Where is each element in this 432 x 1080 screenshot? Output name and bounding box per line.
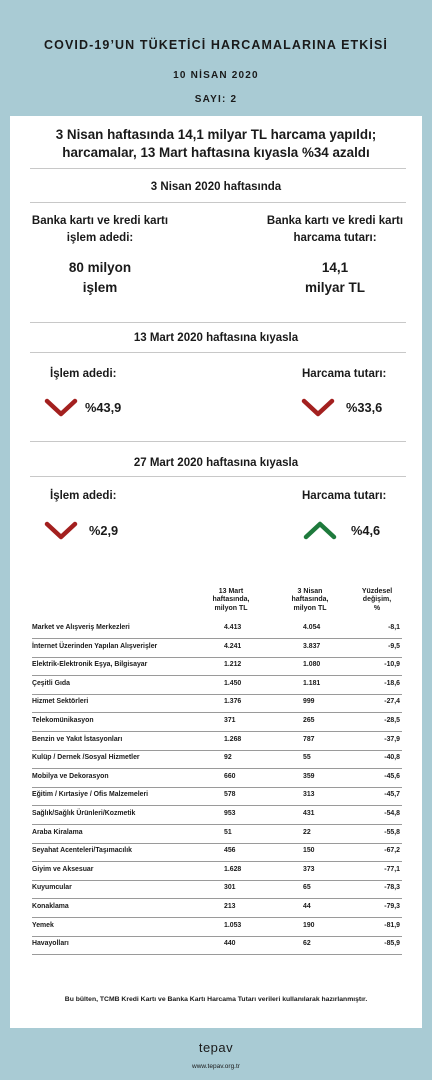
table-row (32, 732, 402, 751)
march13-value: 371 (224, 717, 236, 724)
category-name: Telekomünikasyon (32, 717, 94, 724)
category-name: Araba Kiralama (32, 828, 83, 836)
percent-change: -45,7 (384, 791, 400, 799)
march13-value: 4.241 (224, 642, 242, 650)
table-row (32, 899, 402, 918)
issue-number: SAYI: 2 (194, 94, 238, 105)
percent-change: -79,3 (384, 903, 400, 910)
category-name: Hizmet Sektörleri (32, 698, 89, 706)
april3-value: 265 (303, 717, 315, 724)
amount-label-line-1: Banka kartı ve kredi kartı (266, 215, 404, 227)
table-row (32, 769, 402, 788)
percent-change: -8,1 (388, 624, 400, 631)
divider (30, 352, 406, 353)
category-name: Sağlık/Sağlık Ürünleri/Kozmetik (32, 810, 136, 817)
april3-value: 787 (303, 735, 315, 743)
percent-change: -18,6 (384, 679, 400, 687)
table-row (32, 825, 402, 844)
table-row (32, 806, 402, 825)
march13-value: 456 (224, 847, 236, 855)
march13-count-label: İşlem adedi: (50, 368, 117, 380)
percent-change: -85,9 (384, 940, 400, 948)
percent-change: -28,5 (384, 717, 400, 724)
march27-count-value: %2,9 (89, 523, 119, 538)
count-label-line-1: Banka kartı ve kredi kartı (31, 215, 169, 227)
category-name: Seyahat Acenteleri/Taşımacılık (32, 847, 132, 855)
april3-value: 3.837 (303, 642, 321, 650)
category-name: Konaklama (32, 903, 69, 910)
percent-change: -81,9 (384, 921, 400, 929)
amount-label (250, 213, 420, 247)
divider (30, 476, 406, 477)
april3-value: 4.054 (303, 624, 321, 631)
col-header-march13 (203, 588, 259, 613)
chevron-up-icon (303, 519, 337, 541)
table-row (32, 862, 402, 881)
march27-amount-value: %4,6 (351, 523, 381, 538)
percent-change: -78,3 (384, 884, 400, 892)
percent-change: -77,1 (384, 865, 400, 873)
page-title: COVID-19’UN TÜKETİCİ HARCAMALARINA ETKİSİ (44, 38, 388, 52)
col-header-april3 (282, 588, 338, 613)
april3-value: 44 (303, 903, 311, 910)
category-name: Market ve Alışveriş Merkezleri (32, 624, 130, 631)
april3-value: 313 (303, 791, 315, 799)
april3-value: 1.181 (303, 679, 321, 687)
percent-change: -40,8 (384, 754, 400, 762)
table-row (32, 694, 402, 713)
table-row (32, 639, 402, 658)
percent-change: -10,9 (384, 661, 400, 669)
march13-value: 1.212 (224, 661, 242, 669)
headline-line-1: 3 Nisan haftasında 14,1 milyar TL harcama yapıldı; (55, 127, 377, 142)
table-row (32, 843, 402, 862)
percent-change: -55,8 (384, 828, 400, 836)
col-header-line: 13 Mart (218, 588, 244, 595)
divider (30, 168, 406, 169)
count-value (15, 258, 185, 298)
brand-logo: tepav (198, 1040, 234, 1055)
percent-change: -45,6 (384, 772, 400, 780)
amount-label-line-2: harcama tutarı: (293, 232, 377, 244)
march13-section-title: 13 Mart 2020 haftasına kıyasla (133, 332, 299, 344)
category-name: Havayolları (32, 940, 69, 948)
category-name: İnternet Üzerinden Yapılan Alışverişler (32, 642, 158, 650)
april3-value: 150 (303, 847, 315, 855)
april3-value: 62 (303, 940, 311, 948)
table-row (32, 936, 402, 955)
source-note: Bu bülten, TCMB Kredi Kartı ve Banka Kartı Harcama Tutarı verileri kullanılarak hazırlanmıştır. (64, 996, 368, 1003)
april3-value: 1.080 (303, 661, 321, 669)
table-row (32, 620, 402, 639)
table-row (32, 676, 402, 695)
category-name: Kuyumcular (32, 884, 72, 892)
april3-value: 373 (303, 865, 315, 873)
week-section-title: 3 Nisan 2020 haftasında (150, 181, 282, 193)
col-header-line: değişim, (362, 596, 392, 604)
april3-value: 22 (303, 828, 311, 836)
march13-value: 51 (224, 828, 232, 836)
amount-value (250, 258, 420, 298)
chevron-down-icon (301, 397, 335, 419)
table-row (32, 918, 402, 937)
category-name: Benzin ve Yakıt İstasyonları (32, 735, 123, 743)
category-name: Yemek (32, 921, 54, 929)
march13-value: 1.053 (224, 921, 242, 929)
april3-value: 359 (303, 772, 315, 780)
march13-value: 1.450 (224, 679, 242, 687)
category-name: Eğitim / Kırtasiye / Ofis Malzemeleri (32, 791, 149, 799)
april3-value: 65 (303, 884, 311, 892)
count-value-line-2: işlem (82, 280, 118, 295)
march13-count-value: %43,9 (85, 400, 122, 415)
category-name: Çeşitli Gıda (32, 679, 70, 687)
april3-value: 999 (303, 698, 315, 706)
category-name: Mobilya ve Dekorasyon (32, 772, 109, 780)
percent-change: -27,4 (384, 698, 400, 706)
percent-change: -54,8 (384, 810, 400, 817)
march13-amount-label: Harcama tutarı: (302, 368, 387, 380)
col-header-line: Yüzdesel (361, 588, 393, 595)
category-name: Kulüp / Dernek /Sosyal Hizmetler (32, 754, 140, 762)
content-card (10, 116, 422, 1028)
march13-value: 92 (224, 754, 232, 762)
march13-value: 660 (224, 772, 236, 780)
col-header-line: haftasında, (212, 596, 250, 604)
count-label-line-2: işlem adedi: (66, 232, 134, 244)
march27-count-label: İşlem adedi: (50, 490, 117, 502)
march13-value: 1.376 (224, 698, 242, 706)
page-header (0, 0, 432, 116)
march27-section-title: 27 Mart 2020 haftasına kıyasla (133, 457, 299, 469)
percent-change: -9,5 (388, 642, 400, 650)
category-name: Elektrik-Elektronik Eşya, Bilgisayar (32, 661, 148, 669)
headline (10, 126, 422, 162)
april3-value: 431 (303, 810, 315, 817)
divider (30, 441, 406, 442)
headline-line-2: harcamalar, 13 Mart haftasına kıyasla %34 azaldı (62, 145, 370, 160)
category-name: Giyim ve Aksesuar (32, 865, 94, 873)
march13-amount-value: %33,6 (346, 400, 383, 415)
table-row (32, 787, 402, 806)
march13-value: 4.413 (224, 624, 242, 631)
march27-amount-label: Harcama tutarı: (302, 490, 387, 502)
percent-change: -67,2 (384, 847, 400, 855)
march13-value: 213 (224, 903, 236, 910)
march13-value: 953 (224, 810, 236, 817)
march13-value: 440 (224, 940, 236, 948)
percent-change: -37,9 (384, 735, 400, 743)
col-header-line: milyon TL (214, 604, 248, 612)
march13-value: 1.268 (224, 735, 242, 743)
chevron-down-icon (44, 397, 78, 419)
col-header-line: 3 Nisan (297, 588, 323, 595)
march13-value: 578 (224, 791, 236, 799)
publication-date: 10 NİSAN 2020 (173, 70, 259, 81)
amount-value-line-1: 14,1 (321, 260, 349, 275)
april3-value: 55 (303, 754, 311, 762)
march13-value: 1.628 (224, 865, 242, 873)
table-row (32, 713, 402, 732)
amount-value-line-2: milyar TL (304, 280, 366, 295)
table-row (32, 657, 402, 676)
chevron-down-icon (44, 520, 78, 542)
divider (30, 202, 406, 203)
divider (30, 322, 406, 323)
col-header-change (352, 588, 402, 613)
col-header-line: haftasında, (291, 596, 329, 604)
count-label (15, 213, 185, 247)
april3-value: 190 (303, 921, 315, 929)
website-link[interactable]: www.tepav.org.tr (192, 1063, 240, 1070)
col-header-line: milyon TL (293, 604, 327, 612)
count-value-line-1: 80 milyon (68, 260, 132, 275)
col-header-line: % (373, 604, 381, 612)
table-row (32, 880, 402, 899)
march13-value: 301 (224, 884, 236, 892)
table-row (32, 750, 402, 769)
